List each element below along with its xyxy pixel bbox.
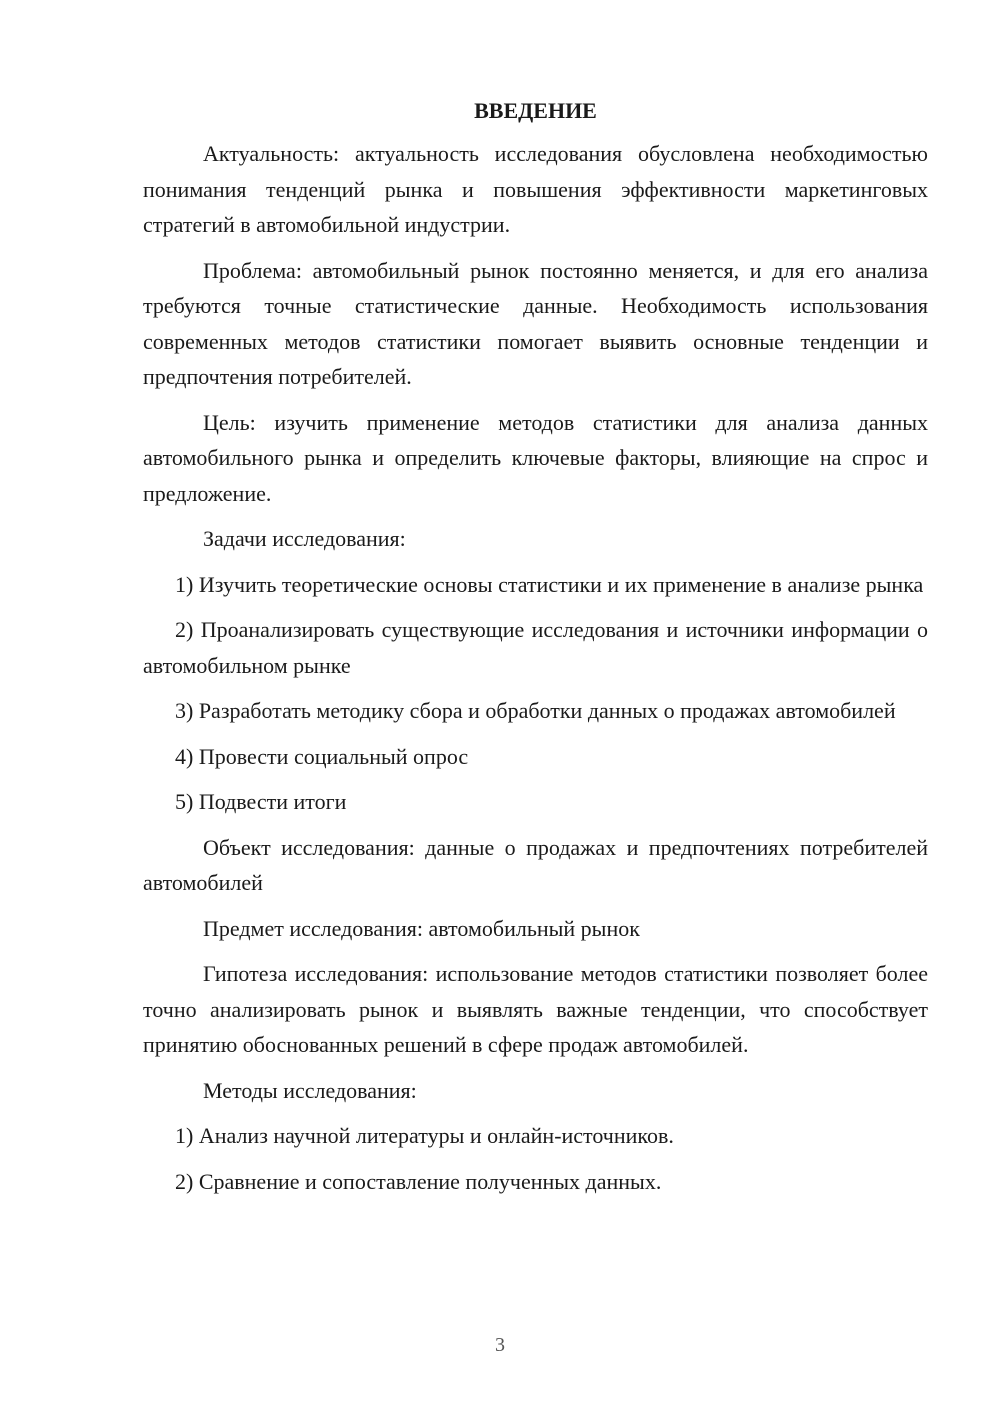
paragraph-subject: Предмет исследования: автомобильный рынок	[203, 915, 640, 941]
section-title: ВВЕДЕНИЕ	[474, 98, 597, 123]
method-item-2: 2) Сравнение и сопоставление полученных данных.	[175, 1168, 662, 1194]
method-item-1: 1) Анализ научной литературы и онлайн-источников.	[175, 1123, 674, 1148]
task-item-4: 4) Провести социальный опрос	[175, 743, 469, 769]
page-content	[143, 96, 928, 1209]
paragraph-relevance: Актуальность: актуальность исследования обусловлена необходимостью понимания тенденций рынка и повышения эффективности маркетинговых стратегий в автомобильной индустрии.	[143, 141, 928, 237]
paragraph-object: Объект исследования: данные о продажах и предпочтениях потребителей автомобилей	[143, 834, 928, 895]
paragraph-methods-heading: Методы исследования:	[203, 1077, 417, 1103]
page-number: 3	[495, 1334, 505, 1356]
paragraph-goal: Цель: изучить применение методов статистики для анализа данных автомобильного рынка и определить ключевые факторы, влияющие на спрос и предложение.	[143, 409, 928, 506]
task-item-2: 2) Проанализировать существующие исследования и источники информации о автомобильном рынке	[143, 617, 928, 678]
task-item-1: 1) Изучить теоретические основы статистики и их применение в анализе рынка	[175, 571, 924, 597]
task-item-5: 5) Подвести итоги	[175, 789, 347, 814]
paragraph-tasks-heading: Задачи исследования:	[203, 526, 406, 551]
paragraph-hypothesis: Гипотеза исследования: использование методов статистики позволяет более точно анализировать рынок и выявлять важные тенденции, что способствует принятию обоснованных решений в сфере продаж автомобилей.	[143, 961, 928, 1057]
paragraph-problem: Проблема: автомобильный рынок постоянно меняется, и для его анализа требуются точные статистические данные. Необходимость использования современных методов статистики помогает выявить основные тенденции и предпочтения потребителей.	[143, 257, 928, 389]
task-item-3: 3) Разработать методику сбора и обработки данных о продажах автомобилей	[175, 698, 896, 723]
